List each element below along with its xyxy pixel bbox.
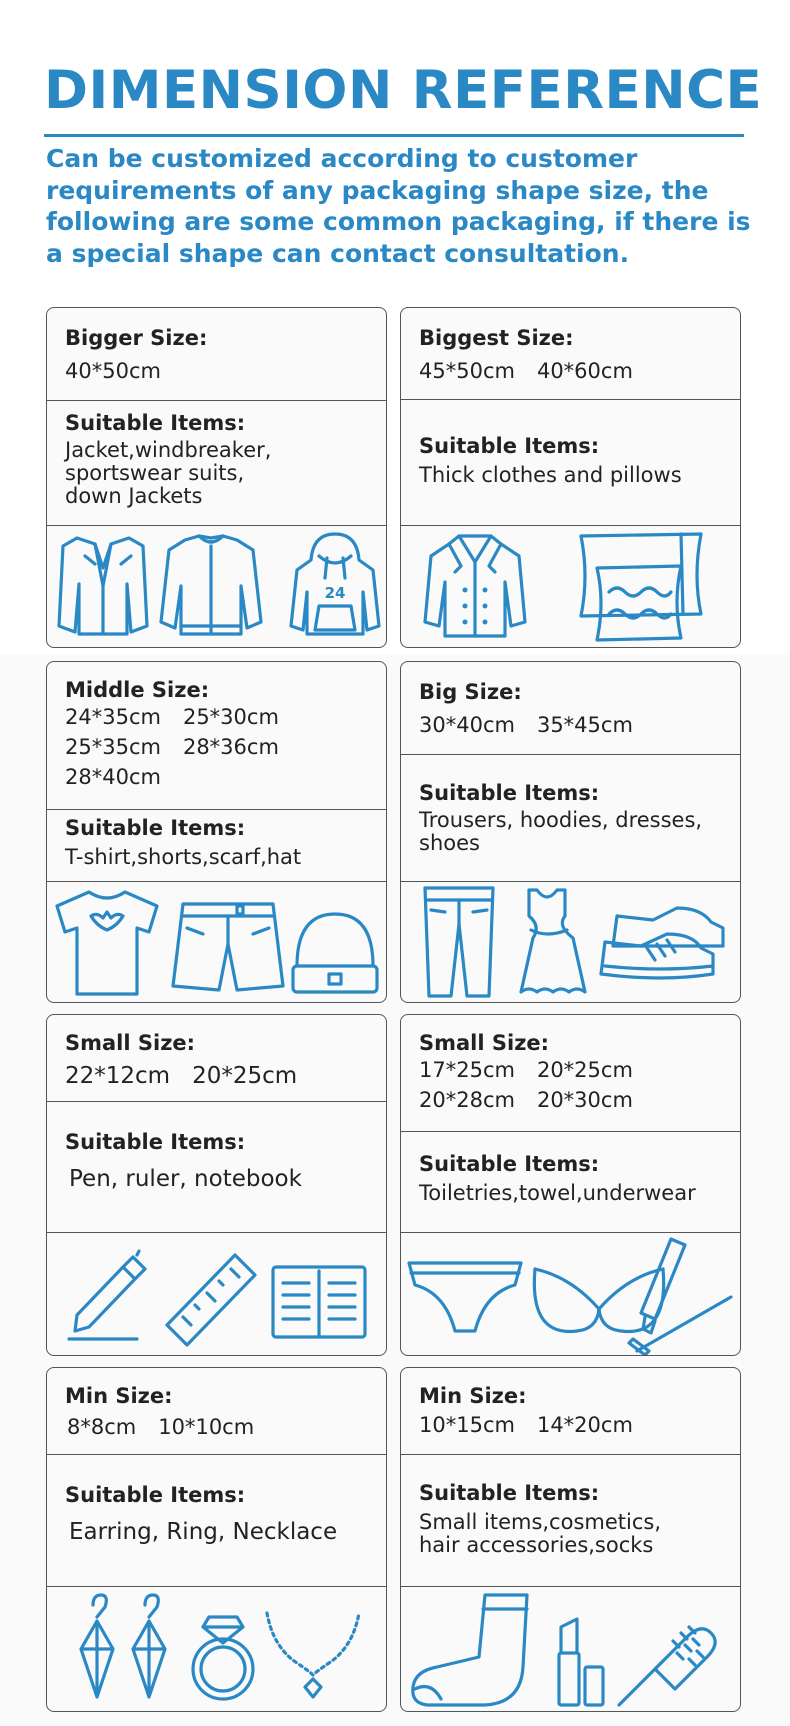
item-line: Small items,cosmetics,: [419, 1510, 662, 1534]
dress-icon: [521, 890, 585, 992]
size-card-bigger: [46, 307, 387, 648]
icon-strip: [47, 526, 386, 647]
intro-line: a special shape can contact consultation.: [46, 238, 630, 268]
size-value: 24*35cm: [65, 705, 161, 729]
items-section: [47, 401, 386, 526]
page-title: DIMENSION REFERENCE: [44, 60, 763, 121]
item-line: Trousers, hoodies, dresses,: [419, 808, 703, 832]
pillows-icon: [581, 534, 701, 640]
ruler-icon: [167, 1255, 255, 1345]
items-label: Suitable Items:: [419, 781, 600, 805]
blazer-icon: [59, 538, 147, 634]
hoodie-icon: [291, 534, 379, 634]
size-value: 28*36cm: [182, 735, 279, 759]
trousers-icon: [425, 888, 493, 996]
size-value: 28*40cm: [65, 765, 161, 789]
size-values: [65, 702, 301, 792]
item-line: hair accessories,socks: [419, 1533, 654, 1557]
intro-line: following are some common packaging, if there is: [46, 207, 751, 236]
coat-icon: [425, 536, 525, 636]
items-section: [401, 400, 740, 526]
size-values: [419, 356, 655, 386]
size-card-small-stationery: [46, 1014, 387, 1356]
size-section: [401, 662, 740, 755]
icon-strip: [401, 1233, 740, 1355]
size-label: Small Size:: [65, 1031, 196, 1055]
size-value: 17*25cm: [419, 1058, 515, 1082]
icon-strip: [401, 882, 740, 1002]
size-value: 20*30cm: [536, 1088, 633, 1112]
items-section: [47, 1102, 386, 1233]
size-label: Min Size:: [419, 1384, 527, 1408]
size-value: 20*25cm: [192, 1063, 298, 1089]
hoodie-number: 24: [324, 584, 346, 602]
items-label: Suitable Items:: [65, 1483, 246, 1507]
size-card-small-toiletries: [400, 1014, 741, 1356]
items-section: [47, 1455, 386, 1587]
beanie-icon: [293, 914, 377, 992]
intro-line: Can be customized according to customer: [46, 144, 638, 173]
size-value: 20*25cm: [536, 1058, 633, 1082]
size-label: Small Size:: [419, 1031, 550, 1055]
item-line: down Jackets: [65, 484, 203, 508]
item-line: Pen, ruler, notebook: [69, 1166, 302, 1192]
items-label: Suitable Items:: [419, 434, 600, 458]
briefs-icon: [409, 1263, 521, 1331]
jacket-icon: [161, 536, 261, 634]
icon-strip: [401, 1587, 740, 1711]
size-label: Bigger Size:: [65, 326, 208, 350]
size-section: [47, 1368, 386, 1455]
items-section: [47, 810, 386, 882]
size-value: 35*45cm: [536, 713, 633, 737]
size-value: 25*35cm: [65, 735, 161, 759]
intro-line: requirements of any packaging shape size, the: [46, 175, 709, 205]
size-section: [47, 1015, 386, 1102]
item-line: Thick clothes and pillows: [419, 463, 682, 487]
size-label: Middle Size:: [65, 678, 210, 702]
title-underline: [44, 134, 744, 137]
size-values: [419, 1410, 655, 1440]
items-label: Suitable Items:: [65, 411, 246, 435]
size-label: Biggest Size:: [419, 326, 574, 350]
size-value: 10*10cm: [158, 1415, 255, 1439]
sock-icon: [413, 1595, 527, 1705]
item-line: T-shirt,shorts,scarf,hat: [65, 845, 302, 869]
size-value: 40*60cm: [536, 359, 633, 383]
size-value: 20*28cm: [419, 1088, 515, 1112]
size-value: 22*12cm: [65, 1063, 171, 1089]
item-line: Toiletries,towel,underwear: [419, 1181, 696, 1205]
items-list: [419, 809, 702, 855]
items-section: [401, 1132, 740, 1233]
size-card-middle: [46, 661, 387, 1003]
intro-text: [46, 143, 766, 269]
items-label: Suitable Items:: [65, 1130, 246, 1154]
item-line: Earring, Ring, Necklace: [69, 1519, 338, 1545]
size-value: 30*40cm: [419, 713, 515, 737]
items-list: [419, 464, 682, 487]
size-card-min-cosmetics: [400, 1367, 741, 1712]
size-values: [67, 1412, 276, 1442]
toothpaste-icon: [629, 1239, 731, 1355]
item-line: shoes: [419, 831, 480, 855]
tshirt-icon: [57, 892, 157, 994]
items-list: [69, 1168, 302, 1191]
size-value: 14*20cm: [536, 1413, 633, 1437]
size-card-biggest: [400, 307, 741, 648]
items-label: Suitable Items:: [419, 1152, 600, 1176]
items-list: [65, 846, 301, 869]
size-values: [65, 356, 183, 386]
items-label: Suitable Items:: [65, 816, 246, 840]
size-values: [419, 710, 655, 740]
size-label: Min Size:: [65, 1384, 173, 1408]
size-section: [401, 1015, 740, 1132]
sneakers-icon: [601, 908, 723, 978]
size-values: [419, 1055, 655, 1115]
size-section: [401, 1368, 740, 1455]
size-card-min-jewelry: [46, 1367, 387, 1712]
size-section: [401, 308, 740, 400]
items-label: Suitable Items:: [419, 1481, 600, 1505]
book-icon: [273, 1267, 365, 1337]
items-list: [419, 1182, 696, 1205]
items-list: [69, 1521, 337, 1544]
item-line: sportswear suits,: [65, 461, 245, 485]
items-section: [401, 755, 740, 882]
item-line: Jacket,windbreaker,: [65, 438, 272, 462]
size-section: [47, 662, 386, 810]
size-value: 25*30cm: [182, 705, 279, 729]
icon-strip: [47, 1233, 386, 1355]
size-card-big: [400, 661, 741, 1003]
size-value: 10*15cm: [419, 1413, 515, 1437]
items-list: [65, 439, 271, 508]
pen-icon: [69, 1251, 145, 1339]
size-value: 40*50cm: [65, 359, 161, 383]
size-label: Big Size:: [419, 680, 522, 704]
items-list: [419, 1511, 661, 1557]
size-values: [65, 1061, 319, 1091]
size-value: 45*50cm: [419, 359, 515, 383]
icon-strip: [47, 1587, 386, 1711]
shorts-icon: [173, 904, 283, 990]
size-section: [47, 308, 386, 401]
size-value: 8*8cm: [67, 1415, 137, 1439]
icon-strip: [47, 882, 386, 1002]
items-section: [401, 1455, 740, 1587]
necklace-icon: [267, 1613, 359, 1697]
lipstick-icon: [559, 1619, 603, 1705]
icon-strip: [401, 526, 740, 647]
earrings-icon: [81, 1595, 165, 1697]
hairbrush-icon: [619, 1627, 715, 1705]
ring-icon: [193, 1617, 253, 1699]
